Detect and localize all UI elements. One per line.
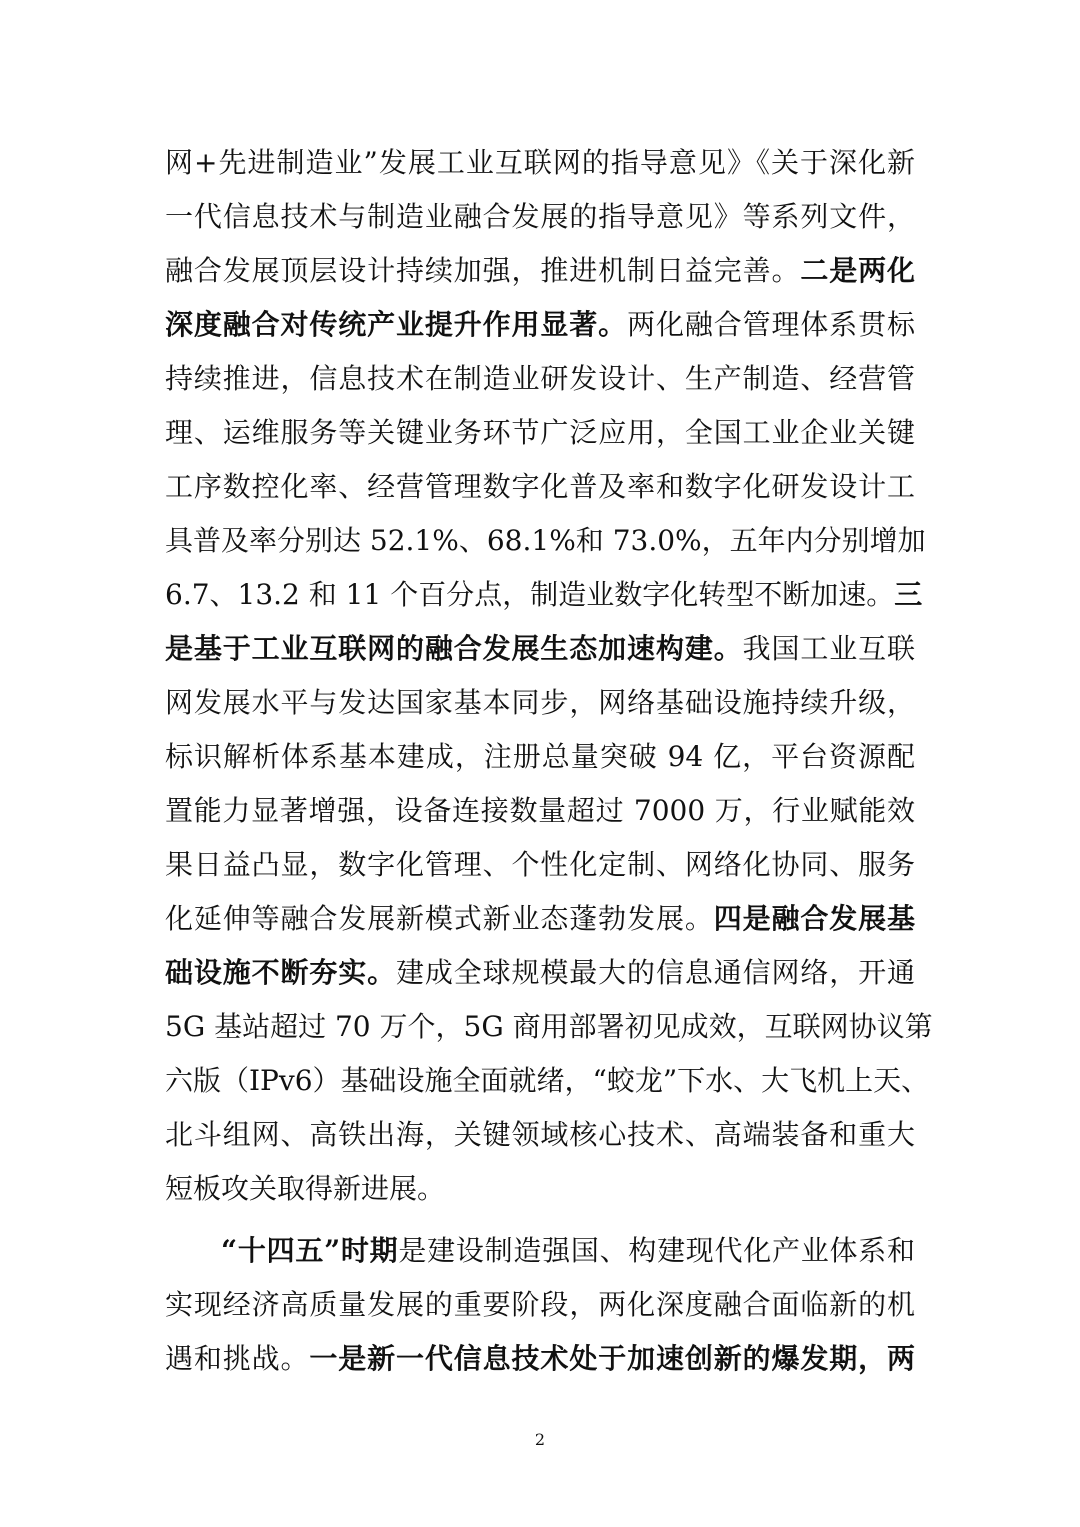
text-line	[165, 1339, 915, 1379]
text-line	[165, 143, 915, 183]
text-run: 6.7、13.2 和 11 个百分点，制造业数字化转型不断加速。	[165, 578, 895, 611]
text-line	[165, 1061, 930, 1101]
bold-text-run: 深度融合对传统产业提升作用显著。	[165, 308, 628, 341]
text-run: 融合发展顶层设计持续加强，推进机制日益完善。	[165, 254, 801, 287]
text-line	[165, 845, 915, 885]
text-line	[165, 251, 915, 291]
text-line	[165, 953, 915, 993]
text-run: 北斗组网、高铁出海，关键领域核心技术、高端装备和重大	[165, 1118, 915, 1151]
text-run: 短板攻关取得新进展。	[165, 1172, 446, 1205]
bold-text-run: 三	[894, 578, 923, 611]
text-run: 果日益凸显，数字化管理、个性化定制、网络化协同、服务	[165, 848, 915, 881]
text-run: 实现经济高质量发展的重要阶段，两化深度融合面临新的机	[165, 1288, 915, 1321]
text-run: 持续推进，信息技术在制造业研发设计、生产制造、经营管	[165, 362, 915, 395]
bold-text-run: 础设施不断夯实。	[165, 956, 397, 989]
text-run: 我国工业互联	[742, 632, 915, 665]
text-run: 两化融合管理体系贯标	[627, 308, 915, 341]
text-run: 具普及率分别达 52.1%、68.1%和 73.0%，五年内分别增加	[165, 524, 926, 557]
text-line	[165, 521, 926, 561]
bold-text-run: “十四五”时期	[221, 1234, 399, 1267]
text-run: 网+先进制造业”发展工业互联网的指导意见》《关于深化新	[165, 146, 915, 179]
text-run: 建成全球规模最大的信息通信网络，开通	[396, 956, 915, 989]
text-line	[165, 575, 923, 615]
text-line	[165, 1169, 915, 1209]
text-run: 是建设制造强国、构建现代化产业体系和	[398, 1234, 915, 1267]
text-run: 5G 基站超过 70 万个，5G 商用部署初见成效，互联网协议第	[165, 1010, 933, 1043]
text-line	[165, 305, 915, 345]
bold-text-run: 四是融合发展基	[713, 902, 915, 935]
text-line	[165, 1007, 933, 1047]
text-line	[165, 629, 915, 669]
text-run: 标识解析体系基本建成，注册总量突破 94 亿，平台资源配	[165, 740, 915, 773]
text-run: 一代信息技术与制造业融合发展的指导意见》等系列文件，	[165, 200, 915, 233]
text-run: 工序数控化率、经营管理数字化普及率和数字化研发设计工	[165, 470, 915, 503]
text-run: 六版（IPv6）基础设施全面就绪，“蛟龙”下水、大飞机上天、	[165, 1064, 930, 1097]
paragraph-first-line	[221, 1231, 915, 1271]
text-line	[165, 197, 915, 237]
text-line	[165, 413, 915, 453]
text-line	[165, 359, 915, 399]
text-line	[165, 899, 915, 939]
text-line	[165, 467, 915, 507]
text-run: 化延伸等融合发展新模式新业态蓬勃发展。	[165, 902, 714, 935]
text-line	[165, 737, 915, 777]
bold-text-run: 二是两化	[800, 254, 915, 287]
text-line	[165, 791, 915, 831]
bold-text-run: 是基于工业互联网的融合发展生态加速构建。	[165, 632, 743, 665]
text-run: 理、运维服务等关键业务环节广泛应用，全国工业企业关键	[165, 416, 915, 449]
page-number: 2	[534, 1430, 546, 1449]
text-line	[165, 683, 915, 723]
text-line	[165, 1285, 915, 1325]
text-line	[165, 1115, 915, 1155]
bold-text-run: 一是新一代信息技术处于加速创新的爆发期，两	[309, 1342, 915, 1375]
text-run: 遇和挑战。	[165, 1342, 310, 1375]
text-run: 网发展水平与发达国家基本同步，网络基础设施持续升级，	[165, 686, 915, 719]
text-run: 置能力显著增强，设备连接数量超过 7000 万，行业赋能效	[165, 794, 915, 827]
